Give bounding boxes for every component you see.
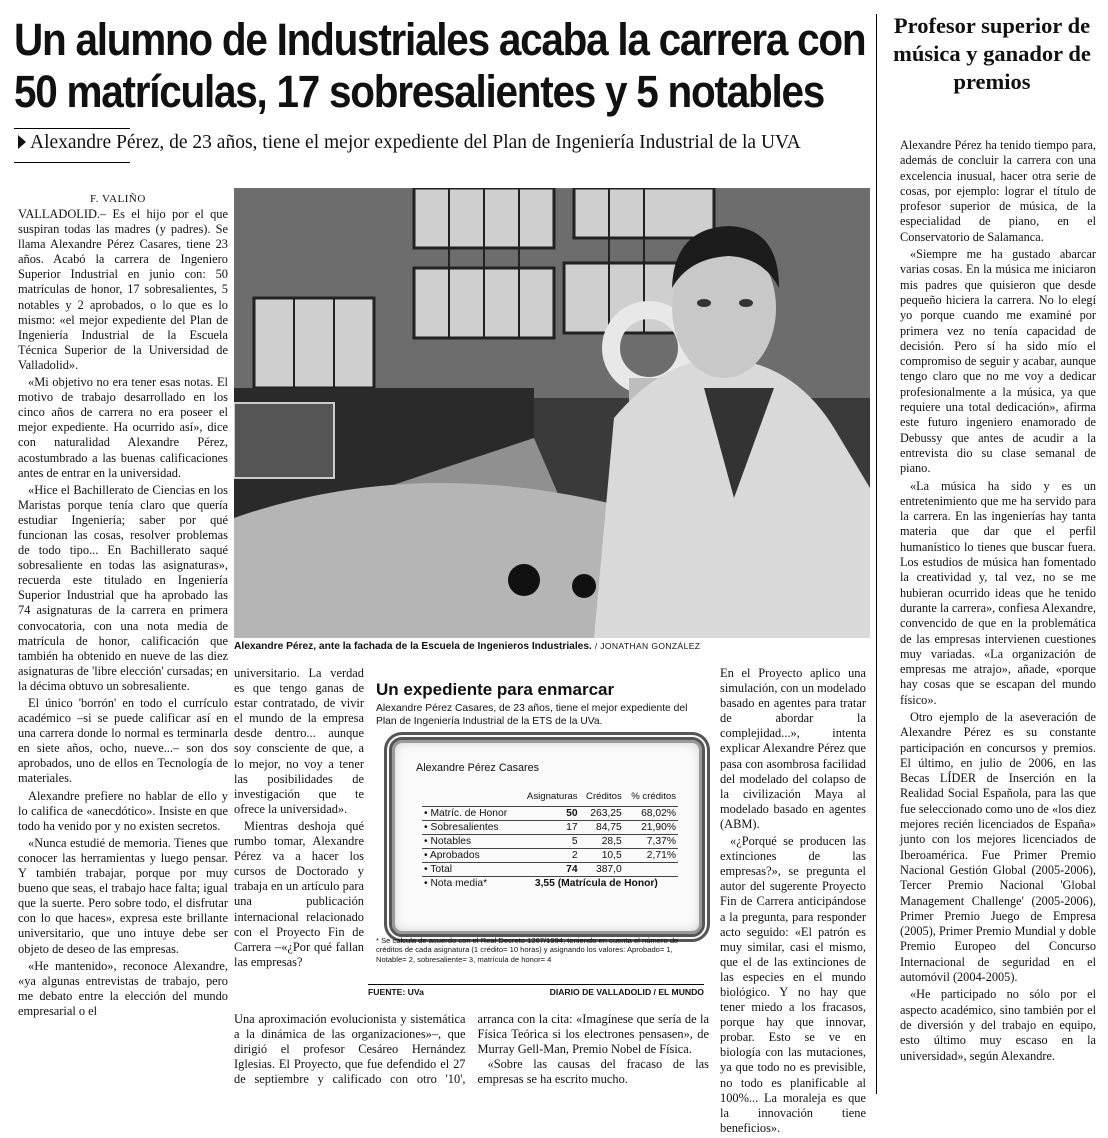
rule bbox=[14, 128, 130, 129]
box-footer bbox=[368, 984, 704, 997]
paragraph: En el Proyecto aplico una simulación, con un modelado basado en agentes para tratar de abordar la complejidad...», intenta explicar Alexandre Pérez que pasa con asombrosa facilidad del modelado del colapso de la civilización Maya al modelado basado en agentes (ABM). bbox=[720, 666, 866, 831]
caption-text: Alexandre Pérez, ante la fachada de la Escuela de Ingenieros Industriales. bbox=[234, 641, 592, 652]
paragraph: «Hice el Bachillerato de Ciencias en los Maristas porque tenía claro que quería estudiar Ingeniería; saber por qué funcionan las cosas, resolver problemas de todo tipo... En Bachillerato saqué sobresaliente en todas las asignaturas», recuerda este titulado en Ingeniería Superior Industrial que ha aprobado las 74 asignaturas de la carrera en primera convocatoria, con una nota media de matrícula de honor, calificación que también ha obtenido en nueve de las diez asignaturas de 'libre elección' cursadas; en la décima obtuvo un sobresaliente. bbox=[18, 482, 228, 693]
paragraph: universitario. La verdad es que tengo ganas de estar contratado, de vivir el mundo de la empresa desde dentro... aunque soy consciente de que, a lo mejor, no voy a tener las posibilidades de investigación que te ofrece la universidad». bbox=[234, 666, 364, 816]
paragraph: «¿Porqué se producen las extinciones de las empresas?», se pregunta el autor del sugerente Proyecto Fin de Carrera anticipándose a la pregunta, para responder acto seguido: «El patrón es muy similar, casi el mismo, que el de las extinciones de las especies en el mundo biológico. Y no hay que tener miedo a los fracasos, porque hay que innovar, probar. Esto se ve en biología con las mutaciones, ya que todo no es previsible, no todo es planificable al 100%... La moraleja es que la innovación tiene beneficios». bbox=[720, 834, 866, 1135]
column-divider bbox=[876, 14, 877, 1094]
table-row bbox=[422, 821, 678, 835]
photo-credit: / JONATHAN GONZÁLEZ bbox=[594, 641, 701, 651]
article-column-2-bottom bbox=[234, 1012, 709, 1087]
paragraph: «Siempre me ha gustado abarcar varias cosas. En la música me iniciaron mis padres que quisieron que desde pequeño hiciera la carrera. No lo elegí yo porque cuando me examiné por primera vez no tenía capacidad de decisión. Pero sí ha sido mío el compromiso de seguir y acabar, aunque tengo claro que no me voy a dedicar profesionalmente a la música, ya que requiere una total dedicación», afirma este futuro ingeniero enamorado de Debussy que antes de acudir a la entrevista dio su clase semanal de piano. bbox=[900, 247, 1096, 476]
row-label: • Sobresalientes bbox=[422, 821, 519, 835]
publisher-label: DIARIO DE VALLADOLID / EL MUNDO bbox=[549, 987, 704, 997]
box-title: Un expediente para enmarcar bbox=[376, 680, 615, 699]
photo-caption bbox=[234, 641, 870, 652]
row-label: • Aprobados bbox=[422, 849, 519, 863]
cell-creditos: 387,0 bbox=[580, 863, 624, 877]
header-pct-creditos: % créditos bbox=[631, 791, 676, 802]
cell-creditos: 28,5 bbox=[580, 835, 624, 849]
header-creditos: Créditos bbox=[586, 791, 622, 802]
row-label: • Total bbox=[422, 863, 519, 877]
box-intro: Alexandre Pérez Casares, de 23 años, tiene el mejor expediente del Plan de Ingeniería Industrial de la ETS de la UVa. bbox=[376, 703, 688, 727]
row-label-text: Total bbox=[430, 864, 453, 875]
cell-creditos: 84,75 bbox=[580, 821, 624, 835]
paragraph: VALLADOLID.– Es el hijo por el que suspiran todas las madres (y padres). Se llama Alexandre Pérez Casares, tiene 23 años. Acabó la carrera de Ingeniero Superior Industrial en junio con: 50 matrículas de honor, 17 sobresalientes, 5 notables y 2 aprobados, o lo que es lo mismo: «el mejor expediente del Plan de Ingeniería Industrial de la Escuela Técnica Superior de la Universidad de Valladolid». bbox=[18, 207, 228, 372]
student-name: Alexandre Pérez Casares bbox=[416, 762, 540, 774]
article-column-2 bbox=[234, 666, 364, 972]
header-asignaturas: Asignaturas bbox=[526, 791, 578, 802]
grades-table bbox=[422, 791, 678, 890]
headline-line-2: 50 matrículas, 17 sobresalientes y 5 notables bbox=[14, 66, 824, 117]
paragraph: Alexandre prefiere no hablar de ello y lo califica de «anecdótico». Insiste en que todo ha venido por y no existen secretos. bbox=[18, 788, 228, 833]
cell-pct: 2,71% bbox=[624, 849, 678, 863]
cell-asignaturas: 17 bbox=[519, 821, 580, 835]
row-label-text: Sobresalientes bbox=[430, 822, 499, 833]
photo-illustration bbox=[234, 188, 870, 638]
triangle-bullet-icon bbox=[18, 135, 26, 149]
row-label-text: Notables bbox=[430, 836, 472, 847]
headline bbox=[14, 14, 866, 118]
ornate-frame bbox=[384, 732, 710, 942]
article-column-1 bbox=[18, 207, 228, 1021]
source-label: FUENTE: UVa bbox=[368, 987, 424, 997]
paragraph: Otro ejemplo de la aseveración de Alexandre Pérez es su constante participación en concursos y premios. El último, en julio de 2006, en las Becas LÍDER de Inserción en la Realidad Social Española, para las que fue seleccionado como uno de «los diez mejores recién licenciados de España» junto con los mejores licenciados de Iberoamérica. Fue Primer Premio Nacional Gestión Global (2005-2006), Tercer Premio Nacional 'Global Management Challenge' (2005-2006), Primer Premio Juego de Empresa (2005), Primer Premio Mundial y doble Premio Europeo del Concurso Internacional de seguridad en el automóvil (2004-2005). bbox=[900, 709, 1096, 985]
table-row-nota-media bbox=[422, 877, 678, 891]
paragraph: El único 'borrón' en todo el currículo académico –si se puede calificar así en una carrera donde lo normal es terminarla en siete años, ocho, nueve...– son dos aprobados, uno de ellos en Tecnología de materiales. bbox=[18, 696, 228, 786]
article-column-3 bbox=[720, 666, 866, 1138]
cell-nota-media: 3,55 (Matrícula de Honor) bbox=[534, 878, 658, 889]
cell-asignaturas: 50 bbox=[519, 807, 580, 821]
cell-pct: 21,90% bbox=[624, 821, 678, 835]
expediente-box bbox=[368, 680, 704, 1017]
table-row bbox=[422, 849, 678, 863]
sidebar-column bbox=[900, 138, 1096, 1066]
sidebar-title: Profesor superior de música y ganador de premios bbox=[893, 13, 1091, 94]
rule bbox=[14, 162, 130, 163]
table-row-total bbox=[422, 863, 678, 877]
row-label: • Nota media* bbox=[424, 878, 488, 889]
cell-asignaturas: 74 bbox=[519, 863, 580, 877]
row-label-text: Aprobados bbox=[429, 850, 480, 861]
byline: F. VALIÑO bbox=[90, 193, 146, 205]
row-label: • Notables bbox=[422, 835, 519, 849]
article-photo bbox=[234, 188, 870, 638]
row-label-text: Matríc. de Honor bbox=[430, 808, 508, 819]
paragraph: «Mi objetivo no era tener esas notas. El motivo de trabajo desarrollado en los cinco años de carrera no era poseer el mejor expediente. Ha ocurrido así», dice con naturalidad Alexandre Pérez, acostumbrado a las buenas calificaciones antes de entrar en la universidad. bbox=[18, 375, 228, 480]
paragraph: Una aproximación evolucionista y sistemática a la dinámica de las organizaciones»–, que dirigió el profesor Cesáreo Hernández Iglesias. El Proyecto, que fue defendido el 27 de septiembre y calificado con otro '10', arranca con la cita: «Imagínese que sería de la Física Teórica si los electrones pensasen», de Murray Gell-Man, Premio Nobel de Física. bbox=[234, 1012, 709, 1087]
box-footnote: * Se calcula de acuerdo con el Real Decreto 1267/1994, teniendo en cuenta el número de créditos de cada asignatura (1 crédito= 10 horas) y asignando los valores: Aprobado= 1, Notable= 2, sobresaliente= 3, matrícula de honor= 4 bbox=[376, 936, 679, 964]
row-label-text: Nota media* bbox=[430, 878, 488, 889]
paragraph: Mientras deshoja qué rumbo tomar, Alexandre Pérez va a hacer los cursos de Doctorado y trabaja en un artículo para una publicación internacional relacionado con el Proyecto Fin de Carrera –«¿Por qué fallan las empresas? bbox=[234, 818, 364, 969]
paragraph: Alexandre Pérez ha tenido tiempo para, además de concluir la carrera con una excelencia inusual, hacer otra serie de cosas, por ejemplo: lograr el título de profesor superior de música, de la especialidad de piano, en el Conservatorio de Salamanca. bbox=[900, 138, 1096, 244]
cell-pct: 7,37% bbox=[624, 835, 678, 849]
paragraph: «La música ha sido y es un entretenimiento que me ha servido para la carrera. En las ingenierías hay tanta materia que dar que el perfil humanístico lo tienes que buscar fuera. Los estudios de música han fomentado la creatividad y, tal vez, no se me hubieran ocurrido ideas que he tenido durante la carrera», confiesa Alexandre, convencido de que en la problemática de las empresas intervienen cuestiones muy variadas. «La organización de empresas me atrajo», añade, «porque hay cosas que se escapan del mundo físico». bbox=[900, 478, 1096, 707]
subheadline-text: Alexandre Pérez, de 23 años, tiene el mejor expediente del Plan de Ingeniería Industrial de la UVA bbox=[30, 132, 801, 153]
cell-asignaturas: 5 bbox=[519, 835, 580, 849]
row-label: • Matríc. de Honor bbox=[422, 807, 519, 821]
cell-asignaturas: 2 bbox=[519, 849, 580, 863]
paragraph: «He mantenido», reconoce Alexandre, «ya algunas entrevistas de trabajo, pero me debato entre la elección del mundo empresarial o el bbox=[18, 958, 228, 1018]
cell-creditos: 263,25 bbox=[580, 807, 624, 821]
headline-line-1: Un alumno de Industriales acaba la carrera con bbox=[14, 14, 866, 65]
paragraph: «Sobre las causas del fracaso de las empresas se ha escrito mucho. bbox=[477, 1057, 709, 1087]
cell-creditos: 10,5 bbox=[580, 849, 624, 863]
cell-pct: 68,02% bbox=[624, 807, 678, 821]
table-row bbox=[422, 807, 678, 821]
paragraph: «Nunca estudié de memoria. Tienes que conocer las herramientas y luego pensar. Y también trabajar, porque por muy bueno que seas, el trabajo hace falta; igual que la suerte. Pero sobre todo, el disfrutar con lo que haces», expresa este brillante universitario, que uno intuye debe ser objeto de deseo de las empresas. bbox=[18, 835, 228, 956]
table-header-row bbox=[422, 791, 678, 807]
paragraph: «He participado no sólo por el aspecto académico, sino también por el de diversión y del trabajo en equipo, esto último muy escaso en la universidad», según Alexandre. bbox=[900, 987, 1096, 1063]
table-row bbox=[422, 835, 678, 849]
subheadline bbox=[18, 132, 801, 154]
